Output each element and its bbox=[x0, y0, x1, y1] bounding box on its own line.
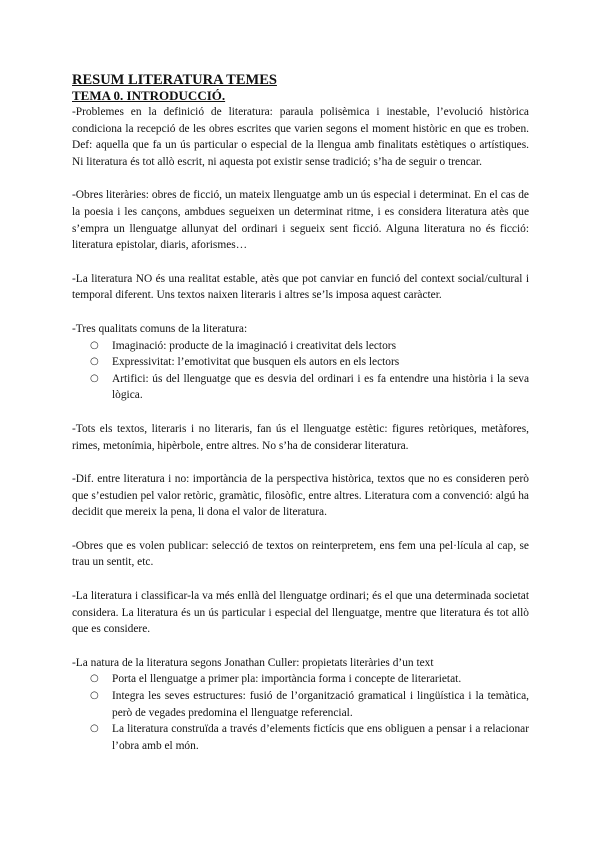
paragraph-culler-intro: -La natura de la literatura segons Jonathan Culler: propietats literàries d’un text bbox=[72, 656, 434, 669]
circle-bullet-icon: ○ bbox=[90, 372, 99, 384]
circle-bullet-icon: ○ bbox=[90, 339, 99, 351]
paragraph-aesthetic-language: -Tots els textos, literaris i no literaris, fan ús el llenguatge estètic: figures retòriques, metàfores, rimes, metonímia, hipèrbole, entre altres. No s’ha de considerar literatura. bbox=[72, 422, 529, 452]
block-culler bbox=[72, 655, 529, 755]
block-three-qualities bbox=[72, 321, 529, 404]
paragraph-difference: -Dif. entre literatura i no: importància de la perspectiva històrica, textos que no es consideren però que s’estudien pel valor retòric, gramàtic, filosòfic, entre altres. Literatura com a convenció: algú ha decidit que mereix la pena, li dona el valor de literatura. bbox=[72, 473, 529, 519]
list-item bbox=[90, 721, 529, 754]
section-title: TEMA 0. INTRODUCCIÓ. bbox=[72, 88, 226, 103]
list-item-text: La literatura construïda a través d’elements fictícis que ens obliguen a pensar i a relacionar l’obra amb el món. bbox=[112, 723, 529, 752]
list-item-text: Expressivitat: l’emotivitat que busquen els autors en els lectors bbox=[112, 356, 400, 369]
list-culler-properties bbox=[72, 671, 529, 754]
paragraph-not-stable: -La literatura NO és una realitat estable, atès que pot canviar en funció del context social/cultural i temporal diferent. Uns textos naixen literaris i altres se’ls imposa aquest caràcter. bbox=[72, 272, 529, 302]
circle-bullet-icon: ○ bbox=[90, 723, 99, 735]
list-item bbox=[90, 371, 529, 404]
list-item-text: Artifici: ús del llenguatge que es desvia del ordinari i es fa entendre una història i la seva lògica. bbox=[112, 372, 529, 402]
list-item bbox=[90, 688, 529, 721]
paragraph-classification: -La literatura i classificar-la va més enllà del llenguatge ordinari; és el que una determinada societat considera. La literatura és un ús particular i especial del llenguatge, mentre que literatura és tot allò que es considere. bbox=[72, 590, 529, 636]
document-page bbox=[72, 72, 529, 771]
list-three-qualities bbox=[72, 338, 529, 404]
document-title: RESUM LITERATURA TEMES bbox=[72, 72, 277, 88]
list-item bbox=[90, 671, 529, 688]
paragraph-three-qualities-intro: -Tres qualitats comuns de la literatura: bbox=[72, 322, 248, 335]
circle-bullet-icon: ○ bbox=[90, 673, 99, 685]
list-item-text: Imaginació: producte de la imaginació i creativitat dels lectors bbox=[112, 339, 397, 352]
list-item-text: Porta el llenguatge a primer pla: importància forma i concepte de literarietat. bbox=[112, 673, 462, 686]
list-item bbox=[90, 354, 529, 371]
paragraph-literary-works: -Obres literàries: obres de ficció, un mateix llenguatge amb un ús especial i determinat. En el cas de la poesia i les cançons, ambdues segueixen un determinat ritme, i es considera literatura atès que s’empra un llenguatge allunyat del ordinari i segueix sent ficció. Alguna literatura no és ficció: literatura epistolar, diaris, aforismes… bbox=[72, 189, 529, 252]
circle-bullet-icon: ○ bbox=[90, 690, 99, 702]
circle-bullet-icon: ○ bbox=[90, 356, 99, 368]
list-item-text: Integra les seves estructures: fusió de l’organització gramatical i lingüística i la temàtica, però de vegades predomina el llenguatge referencial. bbox=[112, 690, 529, 719]
paragraph-definition-problems: -Problemes en la definició de literatura: paraula polisèmica i inestable, l’evolució històrica condiciona la recepció de les obres escrites que varien segons el moment històric en que es troben. Def: aquella que fa un ús particular o especial de la llengua amb finalitats estètiques o artístiques. Ni literatura és tot allò escrit, ni aquesta pot existir sense tradició; s’ha de seguir o trencar. bbox=[72, 106, 529, 168]
list-item bbox=[90, 338, 529, 355]
paragraph-publishing: -Obres que es volen publicar: selecció de textos on reinterpretem, ens fem una pel·lícula al cap, se trau un sentit, etc. bbox=[72, 539, 529, 569]
